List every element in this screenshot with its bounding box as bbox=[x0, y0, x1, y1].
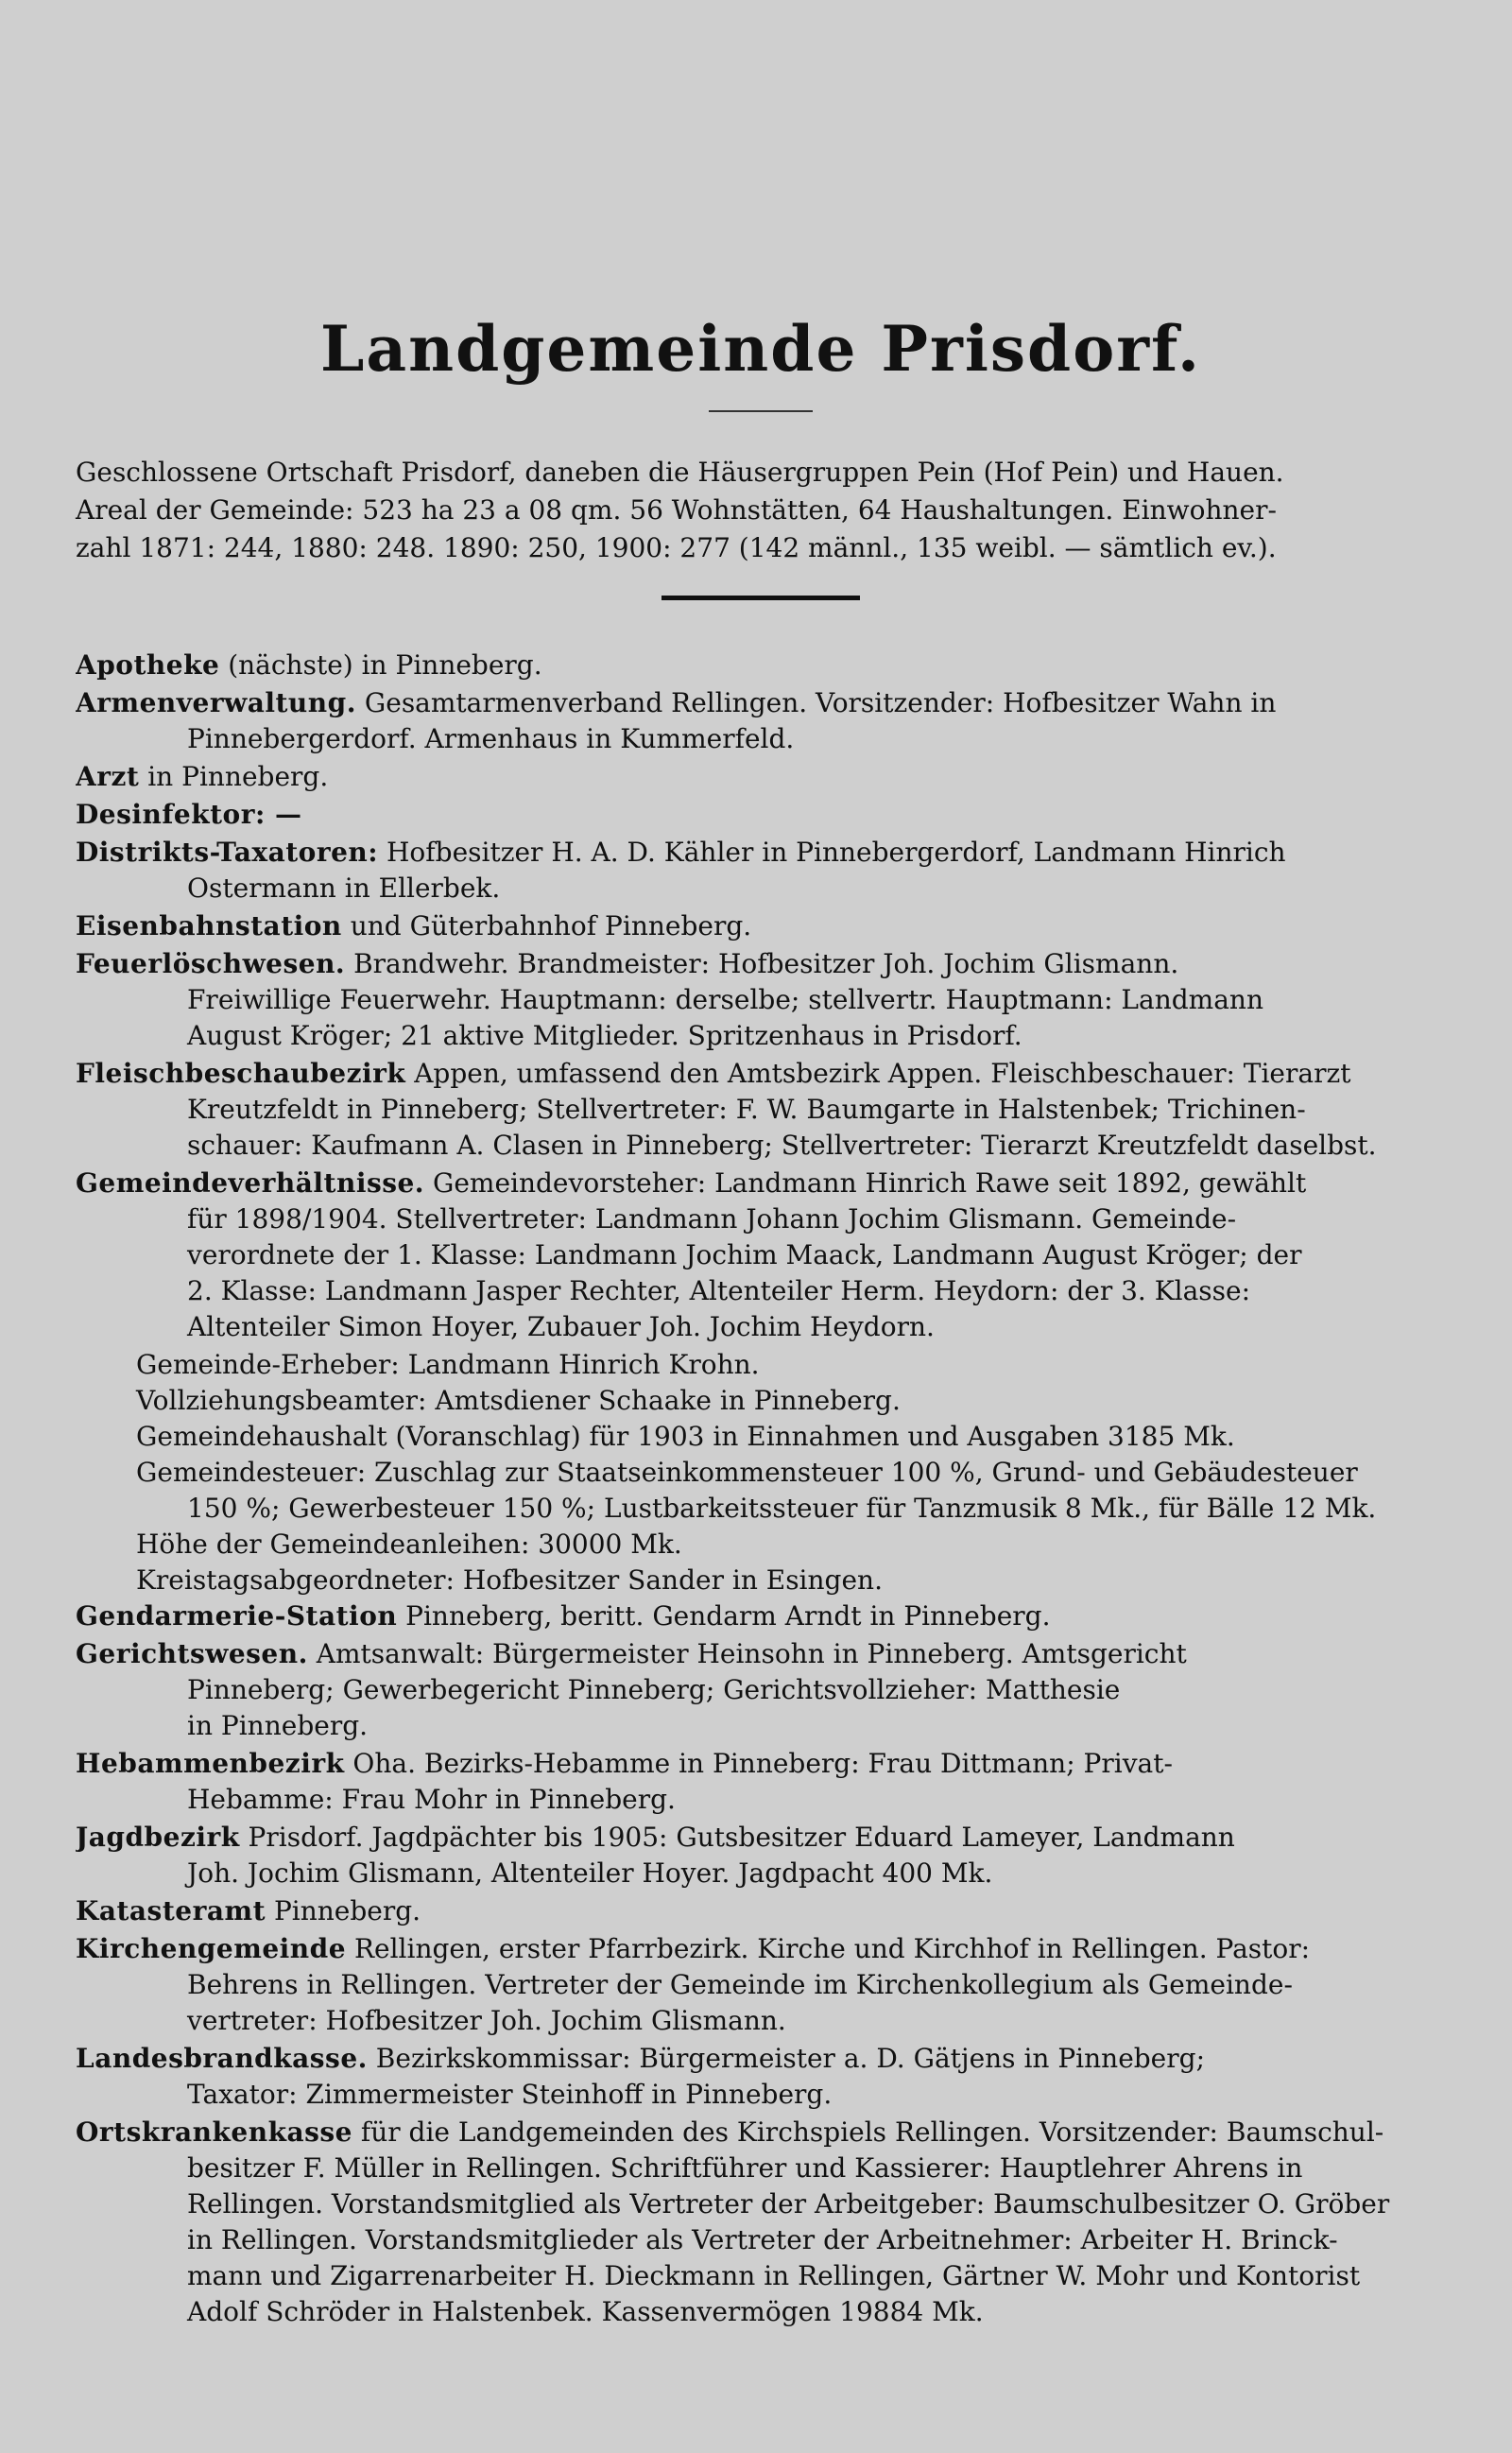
entry-text: Pinnebergerdorf. Armenhaus in Kummerfeld. bbox=[187, 723, 795, 754]
entry-line bbox=[76, 1856, 1446, 1892]
entry-line bbox=[76, 2222, 1446, 2258]
entry-text: Freiwillige Feuerwehr. Hauptmann: derselbe; stellvertr. Hauptmann: Landmann bbox=[187, 984, 1263, 1015]
entry-text: Pinneberg. bbox=[273, 1895, 421, 1926]
entry-line bbox=[76, 2151, 1446, 2186]
entry-text: Brandwehr. Brandmeister: Hofbesitzer Joh. Jochim Glismann. bbox=[353, 948, 1179, 979]
directory-entry bbox=[76, 1820, 1446, 1892]
directory-entry bbox=[76, 835, 1446, 907]
intro-line: zahl 1871: 244, 1880: 248. 1890: 250, 1900: 277 (142 männl., 135 weibl. — sämtlich ev.). bbox=[76, 532, 1277, 563]
entry-text: Adolf Schröder in Halstenbek. Kassenvermögen 19884 Mk. bbox=[187, 2296, 984, 2327]
intro-line: Geschlossene Ortschaft Prisdorf, daneben die Häusergruppen Pein (Hof Pein) und Hauen. bbox=[76, 457, 1284, 488]
gemeinde-subentry: Kreistagsabgeordneter: Hofbesitzer Sander in Esingen. bbox=[136, 1564, 883, 1596]
page-title: Landgemeinde Prisdorf. bbox=[319, 312, 1202, 386]
entry-text: Bezirkskommissar: Bürgermeister a. D. Gätjens in Pinneberg; bbox=[375, 2043, 1205, 2074]
intro-paragraph bbox=[76, 454, 1446, 567]
entry-text: Gemeindevorsteher: Landmann Hinrich Rawe seit 1892, gewählt bbox=[432, 1167, 1307, 1199]
entry-text: Kreutzfeldt in Pinneberg; Stellvertreter: F. W. Baumgarte in Halstenbek; Trichinen- bbox=[187, 1094, 1306, 1125]
directory-entry bbox=[76, 1931, 1446, 2039]
entry-text: Rellingen. Vorstandsmitglied als Vertreter der Arbeitgeber: Baumschulbesitzer O. Gröber bbox=[187, 2188, 1390, 2220]
entry-heading: Armenverwaltung. bbox=[76, 687, 356, 718]
entry-text: mann und Zigarrenarbeiter H. Dieckmann in Rellingen, Gärtner W. Mohr und Kontorist bbox=[187, 2260, 1361, 2291]
directory-entry bbox=[76, 1636, 1446, 1744]
entries-list-2 bbox=[76, 1598, 1446, 2330]
entry-heading: Fleischbeschaubezirk bbox=[76, 1058, 406, 1089]
entry-heading: Hebammenbezirk bbox=[76, 1748, 345, 1779]
gemeinde-subentry: Vollziehungsbeamter: Amtsdiener Schaake in Pinneberg. bbox=[136, 1385, 901, 1416]
entry-line bbox=[76, 2294, 1446, 2330]
entry-text: für die Landgemeinden des Kirchspiels Rellingen. Vorsitzender: Baumschul- bbox=[360, 2116, 1384, 2148]
entry-line bbox=[76, 1018, 1446, 1054]
entry-text: Prisdorf. Jagdpächter bis 1905: Gutsbesitzer Eduard Lameyer, Landmann bbox=[248, 1822, 1235, 1853]
entry-text: Pinneberg, beritt. Gendarm Arndt in Pinneberg. bbox=[405, 1600, 1051, 1632]
entry-text: verordnete der 1. Klasse: Landmann Jochim Maack, Landmann August Kröger; der bbox=[187, 1239, 1302, 1270]
entry-heading: Distrikts-Taxatoren: bbox=[76, 837, 379, 868]
entry-line bbox=[76, 1746, 1446, 1782]
entry-line bbox=[76, 648, 1446, 683]
entry-heading: Gendarmerie-Station bbox=[76, 1600, 398, 1632]
entry-line bbox=[76, 1893, 1446, 1929]
entry-text: in Pinneberg. bbox=[147, 761, 329, 792]
section-divider bbox=[662, 596, 860, 600]
directory-entry bbox=[76, 1166, 1446, 1345]
entry-text: Hebamme: Frau Mohr in Pinneberg. bbox=[187, 1784, 676, 1815]
entry-heading: Gemeindeverhältnisse. bbox=[76, 1167, 425, 1199]
entry-line bbox=[76, 2041, 1446, 2077]
directory-entry bbox=[76, 797, 1446, 833]
entry-text: Oha. Bezirks-Hebamme in Pinneberg: Frau Dittmann; Privat- bbox=[352, 1748, 1173, 1779]
entry-text: 2. Klasse: Landmann Jasper Rechter, Altenteiler Herm. Heydorn: der 3. Klasse: bbox=[187, 1275, 1251, 1306]
entry-text: in Rellingen. Vorstandsmitglieder als Vertreter der Arbeitnehmer: Arbeiter H. Brinck- bbox=[187, 2224, 1338, 2255]
entry-heading: Eisenbahnstation bbox=[76, 910, 342, 941]
entry-line bbox=[76, 2077, 1446, 2113]
entry-text: Taxator: Zimmermeister Steinhoff in Pinneberg. bbox=[187, 2079, 833, 2110]
entry-heading: Apotheke bbox=[76, 649, 220, 681]
directory-entry bbox=[76, 1746, 1446, 1818]
gemeinde-subentry: Höhe der Gemeindeanleihen: 30000 Mk. bbox=[136, 1529, 682, 1560]
entry-text: und Güterbahnhof Pinneberg. bbox=[350, 910, 752, 941]
directory-entry bbox=[76, 2115, 1446, 2330]
entry-text: Behrens in Rellingen. Vertreter der Gemeinde im Kirchenkollegium als Gemeinde- bbox=[187, 1969, 1293, 2000]
entry-line bbox=[76, 1598, 1446, 1634]
entry-text: Appen, umfassend den Amtsbezirk Appen. Fleischbeschauer: Tierarzt bbox=[414, 1058, 1351, 1089]
entry-line bbox=[76, 1128, 1446, 1164]
entry-text: Gesamtarmenverband Rellingen. Vorsitzender: Hofbesitzer Wahn in bbox=[364, 687, 1277, 718]
entry-line bbox=[76, 1237, 1446, 1273]
entry-text: in Pinneberg. bbox=[187, 1710, 369, 1741]
directory-entry bbox=[76, 685, 1446, 757]
entry-line bbox=[76, 1820, 1446, 1856]
entry-heading: Desinfektor: — bbox=[76, 799, 302, 830]
entry-text: schauer: Kaufmann A. Clasen in Pinneberg; Stellvertreter: Tierarzt Kreutzfeldt daselbst. bbox=[187, 1130, 1377, 1161]
entry-heading: Arzt bbox=[76, 761, 140, 792]
entry-heading: Landesbrandkasse. bbox=[76, 2043, 368, 2074]
entry-line bbox=[76, 946, 1446, 982]
entry-line bbox=[76, 835, 1446, 871]
entry-text: Joh. Jochim Glismann, Altenteiler Hoyer. Jagdpacht 400 Mk. bbox=[187, 1857, 993, 1889]
entry-line bbox=[76, 721, 1446, 757]
gemeinde-subentry: Gemeindehaushalt (Voranschlag) für 1903 in Einnahmen und Ausgaben 3185 Mk. bbox=[136, 1421, 1235, 1452]
intro-line: Areal der Gemeinde: 523 ha 23 a 08 qm. 56 Wohnstätten, 64 Haushaltungen. Einwohner- bbox=[76, 494, 1277, 526]
gemeinde-subentry: 150 %; Gewerbesteuer 150 %; Lustbarkeitssteuer für Tanzmusik 8 Mk., für Bälle 12 Mk. bbox=[187, 1493, 1377, 1524]
gemeinde-subentries bbox=[76, 1347, 1446, 1598]
entry-text: Amtsanwalt: Bürgermeister Heinsohn in Pinneberg. Amtsgericht bbox=[316, 1638, 1187, 1669]
entry-text: Ostermann in Ellerbek. bbox=[187, 872, 501, 904]
title-divider bbox=[709, 410, 813, 412]
entry-heading: Gerichtswesen. bbox=[76, 1638, 308, 1669]
entry-heading: Katasteramt bbox=[76, 1895, 266, 1926]
entry-text: Hofbesitzer H. A. D. Kähler in Pinnebergerdorf, Landmann Hinrich bbox=[387, 837, 1286, 868]
entry-line bbox=[76, 1967, 1446, 2003]
entry-text: Pinneberg; Gewerbegericht Pinneberg; Gerichtsvollzieher: Matthesie bbox=[187, 1674, 1121, 1705]
entry-line bbox=[76, 982, 1446, 1018]
directory-entry bbox=[76, 946, 1446, 1054]
entry-line bbox=[76, 1273, 1446, 1309]
entry-line bbox=[76, 1166, 1446, 1201]
entry-line bbox=[76, 797, 1446, 833]
entry-line bbox=[76, 1672, 1446, 1708]
directory-entry bbox=[76, 1598, 1446, 1634]
directory-entry bbox=[76, 759, 1446, 795]
entries-list bbox=[76, 648, 1446, 1345]
entry-text: (nächste) in Pinneberg. bbox=[228, 649, 542, 681]
entry-heading: Feuerlöschwesen. bbox=[76, 948, 346, 979]
entry-text: Altenteiler Simon Hoyer, Zubauer Joh. Jochim Heydorn. bbox=[187, 1311, 935, 1342]
entry-line bbox=[76, 908, 1446, 944]
directory-entry bbox=[76, 1893, 1446, 1929]
entry-line bbox=[76, 1931, 1446, 1967]
gemeinde-subentry: Gemeindesteuer: Zuschlag zur Staatseinkommensteuer 100 %, Grund- und Gebäudesteuer bbox=[136, 1457, 1358, 1488]
entry-text: Rellingen, erster Pfarrbezirk. Kirche und Kirchhof in Rellingen. Pastor: bbox=[353, 1933, 1311, 1964]
entry-line bbox=[76, 1309, 1446, 1345]
entry-line bbox=[76, 2003, 1446, 2039]
entry-line bbox=[76, 1056, 1446, 1092]
entry-line bbox=[76, 1782, 1446, 1818]
entry-text: besitzer F. Müller in Rellingen. Schriftführer und Kassierer: Hauptlehrer Ahrens in bbox=[187, 2152, 1303, 2184]
directory-entry bbox=[76, 1056, 1446, 1164]
entry-text: August Kröger; 21 aktive Mitglieder. Spritzenhaus in Prisdorf. bbox=[187, 1020, 1022, 1051]
gemeinde-subentry: Gemeinde-Erheber: Landmann Hinrich Krohn. bbox=[136, 1349, 760, 1380]
directory-entry bbox=[76, 2041, 1446, 2113]
entry-line bbox=[76, 871, 1446, 907]
directory-entry bbox=[76, 648, 1446, 683]
entry-line bbox=[76, 2258, 1446, 2294]
entry-heading: Ortskrankenkasse bbox=[76, 2116, 352, 2148]
entry-line bbox=[76, 2186, 1446, 2222]
entry-line bbox=[76, 2115, 1446, 2151]
entry-line bbox=[76, 1092, 1446, 1128]
entry-heading: Kirchengemeinde bbox=[76, 1933, 347, 1964]
directory-entry bbox=[76, 908, 1446, 944]
entry-line bbox=[76, 1708, 1446, 1744]
entry-line bbox=[76, 685, 1446, 721]
entry-line bbox=[76, 1636, 1446, 1672]
entry-heading: Jagdbezirk bbox=[76, 1822, 240, 1853]
entry-line bbox=[76, 759, 1446, 795]
entry-text: vertreter: Hofbesitzer Joh. Jochim Glismann. bbox=[187, 2005, 786, 2036]
entry-line bbox=[76, 1201, 1446, 1237]
entry-text: für 1898/1904. Stellvertreter: Landmann Johann Jochim Glismann. Gemeinde- bbox=[187, 1203, 1237, 1235]
